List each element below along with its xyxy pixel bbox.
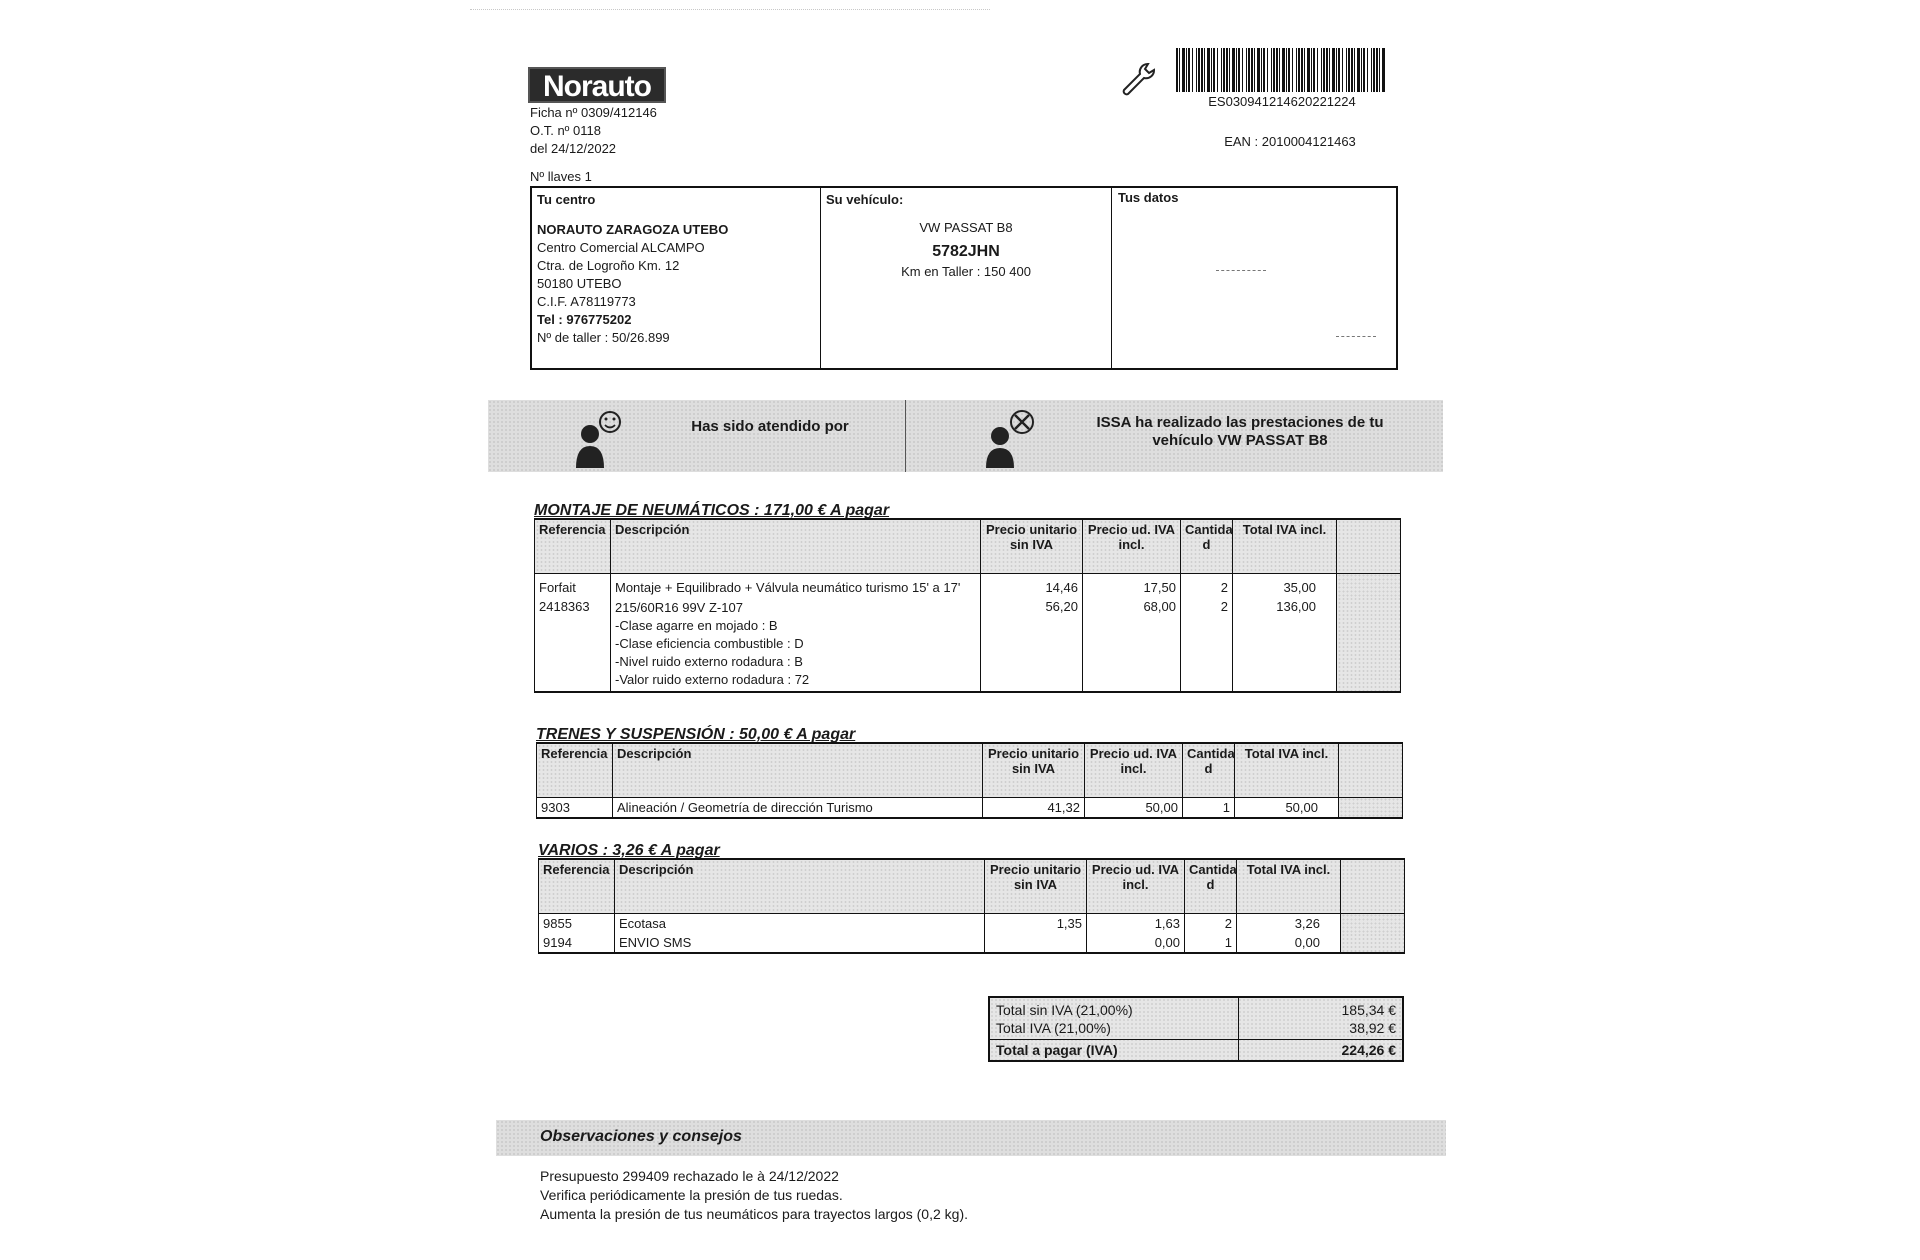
barcode-bar <box>1346 48 1347 92</box>
barcode-bar <box>1311 48 1312 92</box>
barcode-bar <box>1226 48 1228 92</box>
barcode-bar <box>1282 48 1285 92</box>
page-top-line <box>470 9 990 10</box>
table-row: 9303 Alineación / Geometría de dirección Turismo 41,32 50,00 1 50,00 <box>537 797 1403 818</box>
total-sin-iva: Total sin IVA (21,00%) 185,34 € <box>996 1002 1396 1018</box>
vehicle-plate: 5782JHN <box>932 243 1000 260</box>
col-empty <box>1339 743 1403 797</box>
barcode-bar <box>1271 48 1272 92</box>
table-row: 9194 ENVIO SMS 0,00 1 0,00 <box>539 933 1405 953</box>
customer-label: Tus datos <box>1118 190 1179 205</box>
barcode-bar <box>1321 48 1322 92</box>
col-empty <box>1341 859 1405 913</box>
barcode-bar <box>1229 48 1230 92</box>
center-tel: Tel : 976775202 <box>537 312 632 327</box>
band-divider <box>905 400 906 472</box>
barcode-bar <box>1342 48 1343 92</box>
barcode-bar <box>1198 48 1200 92</box>
smiley-person-icon <box>574 408 622 468</box>
barcode-bar <box>1354 48 1355 92</box>
barcode-bar <box>1182 48 1185 92</box>
col-ref: Referencia <box>539 859 615 913</box>
table-varios <box>538 858 1405 954</box>
col-pu: Precio unitario sin IVA <box>983 743 1085 797</box>
totals-box <box>988 996 1404 1062</box>
ficha-date: del 24/12/2022 <box>530 141 617 156</box>
barcode-bar <box>1232 48 1235 92</box>
barcode-number: ES030941214620221224 <box>1208 94 1356 109</box>
ficha-number: Ficha nº 0309/412146 <box>530 105 657 120</box>
vehicle-km: Km en Taller : 150 400 <box>901 264 1031 279</box>
barcode-bar <box>1179 48 1180 92</box>
barcode-bar <box>1382 48 1385 92</box>
col-pu: Precio unitario sin IVA <box>981 519 1083 573</box>
barcode-bar <box>1292 48 1293 92</box>
barcode-bar <box>1338 48 1340 92</box>
barcode-bar <box>1286 48 1287 92</box>
observations-title: Observaciones y consejos <box>540 1128 742 1145</box>
barcode-bar <box>1211 48 1212 92</box>
barcode-bar <box>1351 48 1353 92</box>
vehicle-label: Su vehículo: <box>826 192 904 207</box>
col-ref: Referencia <box>535 519 611 573</box>
barcode <box>1176 48 1388 92</box>
table-row: 9855 Ecotasa 1,35 1,63 2 3,26 <box>539 913 1405 933</box>
barcode-bar <box>1301 48 1303 92</box>
barcode-bar <box>1361 48 1362 92</box>
attended-by-text: Has sido atendido por <box>691 418 849 435</box>
ot-number: O.T. nº 0118 <box>530 123 601 138</box>
barcode-bar <box>1221 48 1222 92</box>
customer-column <box>1112 188 1396 368</box>
observation-line: Verifica periódicamente la presión de tus ruedas. <box>540 1187 843 1203</box>
barcode-bar <box>1267 48 1268 92</box>
barcode-bar <box>1213 48 1215 92</box>
barcode-bar <box>1379 48 1380 92</box>
col-ref: Referencia <box>537 743 613 797</box>
barcode-bar <box>1276 48 1278 92</box>
center-column <box>532 188 821 368</box>
barcode-bar <box>1254 48 1255 92</box>
barcode-bar <box>1204 48 1205 92</box>
total-iva: Total IVA (21,00%) 38,92 € <box>996 1020 1396 1036</box>
wrench-icon <box>1118 60 1158 100</box>
col-qty: Cantida d <box>1185 859 1237 913</box>
barcode-bar <box>1188 48 1190 92</box>
col-empty <box>1337 519 1401 573</box>
barcode-bar <box>1261 48 1262 92</box>
col-desc: Descripción <box>613 743 983 797</box>
total-a-pagar: Total a pagar (IVA) 224,26 € <box>996 1042 1396 1058</box>
barcode-bar <box>1279 48 1280 92</box>
barcode-bar <box>1363 48 1365 92</box>
center-line1: Centro Comercial ALCAMPO <box>537 240 705 255</box>
barcode-bar <box>1326 48 1328 92</box>
barcode-bar <box>1373 48 1375 92</box>
barcode-bar <box>1288 48 1290 92</box>
col-pi: Precio ud. IVA incl. <box>1085 743 1183 797</box>
barcode-bar <box>1251 48 1253 92</box>
barcode-bar <box>1296 48 1297 92</box>
barcode-bar <box>1367 48 1368 92</box>
barcode-bar <box>1348 48 1350 92</box>
barcode-bar <box>1313 48 1315 92</box>
barcode-bar <box>1371 48 1372 92</box>
barcode-bar <box>1298 48 1300 92</box>
section-title-trenes: TRENES Y SUSPENSIÓN : 50,00 € A pagar <box>536 726 856 743</box>
norauto-logo: Norauto <box>528 67 666 103</box>
col-qty: Cantida d <box>1183 743 1235 797</box>
barcode-bar <box>1336 48 1337 92</box>
observation-line: Aumenta la presión de tus neumáticos para trayectos largos (0,2 kg). <box>540 1206 968 1222</box>
col-total: Total IVA incl. <box>1233 519 1337 573</box>
table-montaje <box>534 518 1401 693</box>
barcode-bar <box>1332 48 1335 92</box>
barcode-bar <box>1223 48 1225 92</box>
barcode-bar <box>1376 48 1378 92</box>
keys-count: Nº llaves 1 <box>530 169 592 184</box>
center-name: NORAUTO ZARAGOZA UTEBO <box>537 222 729 237</box>
section-title-varios: VARIOS : 3,26 € A pagar <box>538 842 720 859</box>
barcode-bar <box>1186 48 1187 92</box>
col-pi: Precio ud. IVA incl. <box>1087 859 1185 913</box>
vehicle-column <box>821 188 1112 368</box>
header-info <box>530 104 657 158</box>
barcode-bar <box>1329 48 1330 92</box>
section-title-montaje: MONTAJE DE NEUMÁTICOS : 171,00 € A pagar <box>534 502 890 519</box>
barcode-bar <box>1257 48 1260 92</box>
col-pi: Precio ud. IVA incl. <box>1083 519 1181 573</box>
col-qty: Cantida d <box>1181 519 1233 573</box>
table-row: Forfait Montaje + Equilibrado + Válvula neumático turismo 15' a 17' 14,46 17,50 2 35,00 <box>535 573 1401 597</box>
barcode-bar <box>1238 48 1240 92</box>
barcode-bar <box>1323 48 1325 92</box>
mechanic-person-icon <box>986 408 1034 468</box>
vehicle-model: VW PASSAT B8 <box>919 220 1013 235</box>
col-desc: Descripción <box>615 859 985 913</box>
redacted-mark <box>1336 336 1376 337</box>
barcode-bar <box>1317 48 1318 92</box>
col-desc: Descripción <box>611 519 981 573</box>
performed-by-text <box>1080 414 1400 450</box>
barcode-bar <box>1217 48 1218 92</box>
barcode-bar <box>1263 48 1265 92</box>
barcode-bar <box>1192 48 1193 92</box>
table-row: 2418363 215/60R16 99V Z-107 -Clase agarre en mojado : B -Clase eficiencia combustible : D -Nivel ruido externo rodadura : B -Valor ruido externo rodadura : 72 56,20 68,00 2 136,00 <box>535 597 1401 692</box>
col-pu: Precio unitario sin IVA <box>985 859 1087 913</box>
performed-line2: vehículo VW PASSAT B8 <box>1152 432 1328 449</box>
barcode-bar <box>1196 48 1197 92</box>
ean-code: EAN : 2010004121463 <box>1224 134 1356 149</box>
center-line2: Ctra. de Logroño Km. 12 <box>537 258 680 273</box>
barcode-bar <box>1236 48 1237 92</box>
col-total: Total IVA incl. <box>1237 859 1341 913</box>
barcode-bar <box>1242 48 1243 92</box>
info-box <box>530 186 1398 370</box>
barcode-bar <box>1207 48 1210 92</box>
redacted-mark <box>1216 270 1266 271</box>
center-label: Tu centro <box>537 192 596 207</box>
barcode-bar <box>1357 48 1360 92</box>
barcode-bar <box>1201 48 1203 92</box>
table-trenes <box>536 742 1403 819</box>
barcode-bar <box>1248 48 1250 92</box>
observation-line: Presupuesto 299409 rechazado le à 24/12/2022 <box>540 1168 839 1184</box>
col-total: Total IVA incl. <box>1235 743 1339 797</box>
center-taller: Nº de taller : 50/26.899 <box>537 330 670 345</box>
center-cif: C.I.F. A78119773 <box>537 294 636 309</box>
center-line3: 50180 UTEBO <box>537 276 622 291</box>
barcode-bar <box>1304 48 1305 92</box>
barcode-bar <box>1307 48 1310 92</box>
performed-line1: ISSA ha realizado las prestaciones de tu <box>1096 414 1384 431</box>
barcode-bar <box>1246 48 1247 92</box>
barcode-bar <box>1176 48 1178 92</box>
barcode-bar <box>1273 48 1275 92</box>
